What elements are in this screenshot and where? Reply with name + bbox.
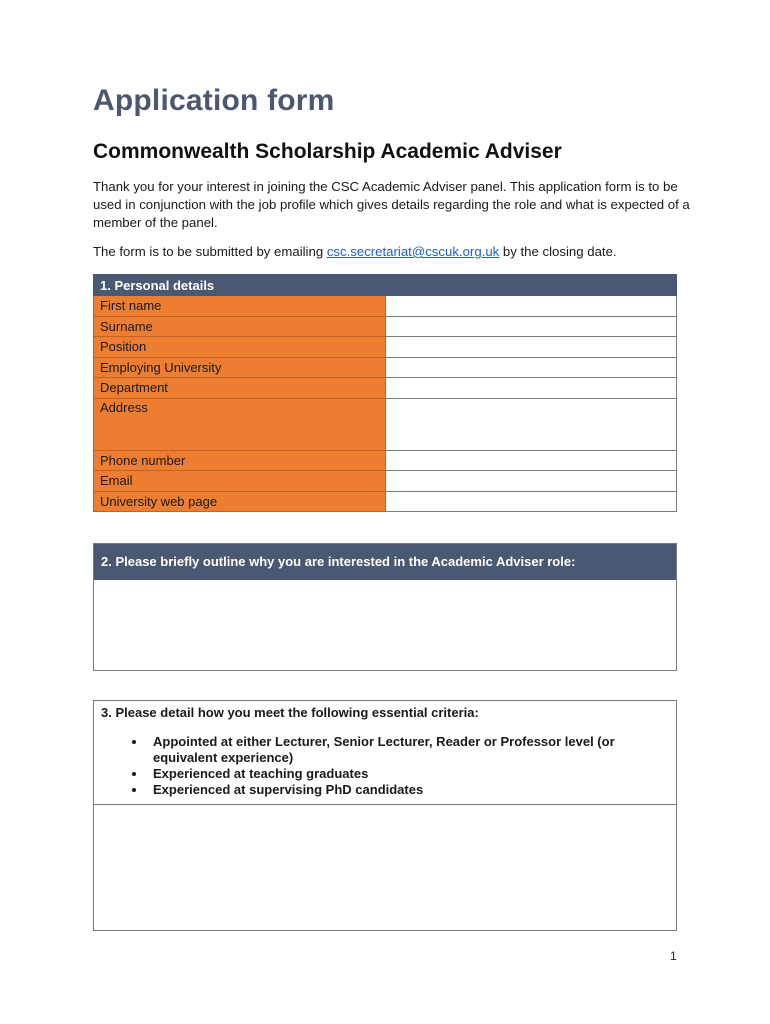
- field-row-university-web-page: [94, 491, 677, 512]
- page-subtitle: Commonwealth Scholarship Academic Adviser: [93, 140, 562, 163]
- personal-details-table: [93, 274, 677, 512]
- phone-number-field[interactable]: [385, 450, 677, 471]
- page-number: 1: [670, 949, 677, 963]
- address-field[interactable]: [385, 398, 677, 450]
- department-label: Department: [94, 378, 386, 399]
- criteria-item: • Appointed at either Lecturer, Senior Lecturer, Reader or Professor level (or equivalent experience): [147, 734, 669, 766]
- criteria-answer-field[interactable]: [94, 805, 676, 929]
- personal-details-heading: 1. Personal details: [94, 275, 677, 296]
- employing-university-label: Employing University: [94, 357, 386, 378]
- submit-prefix: The form is to be submitted by emailing: [93, 244, 327, 259]
- surname-field[interactable]: [385, 316, 677, 337]
- address-label: Address: [94, 398, 386, 450]
- field-row-phone-number: [94, 450, 677, 471]
- field-row-surname: [94, 316, 677, 337]
- criteria-item: • Experienced at teaching graduates: [147, 766, 669, 782]
- page-title: Application form: [93, 84, 335, 117]
- submit-suffix: by the closing date.: [499, 244, 617, 259]
- criteria-list: [101, 734, 669, 798]
- interest-heading: 2. Please briefly outline why you are interested in the Academic Adviser role:: [94, 544, 676, 580]
- position-field[interactable]: [385, 337, 677, 358]
- field-row-address: [94, 398, 677, 450]
- secretariat-email-link[interactable]: csc.secretariat@cscuk.org.uk: [326, 244, 500, 259]
- criteria-item: • Experienced at supervising PhD candidates: [147, 782, 669, 798]
- first-name-field[interactable]: [385, 296, 677, 317]
- field-row-first-name: [94, 296, 677, 317]
- surname-label: Surname: [94, 316, 386, 337]
- field-row-employing-university: [94, 357, 677, 378]
- employing-university-field[interactable]: [385, 357, 677, 378]
- email-field[interactable]: [385, 471, 677, 492]
- department-field[interactable]: [385, 378, 677, 399]
- university-web-page-label: University web page: [94, 491, 386, 512]
- criteria-header: [94, 701, 676, 805]
- intro-paragraph: Thank you for your interest in joining the CSC Academic Adviser panel. This application form is to be used in conjunction with the job profile which gives details regarding the role and what is expected of a member of the panel.: [93, 179, 690, 230]
- submit-instructions: [93, 243, 693, 261]
- field-row-position: [94, 337, 677, 358]
- position-label: Position: [94, 337, 386, 358]
- interest-answer-field[interactable]: [94, 580, 676, 669]
- email-label: Email: [94, 471, 386, 492]
- first-name-label: First name: [94, 296, 386, 317]
- criteria-heading: 3. Please detail how you meet the following essential criteria:: [101, 705, 479, 720]
- criteria-section: [93, 700, 677, 931]
- field-row-department: [94, 378, 677, 399]
- interest-section: [93, 543, 677, 671]
- university-web-page-field[interactable]: [385, 491, 677, 512]
- field-row-email: [94, 471, 677, 492]
- phone-number-label: Phone number: [94, 450, 386, 471]
